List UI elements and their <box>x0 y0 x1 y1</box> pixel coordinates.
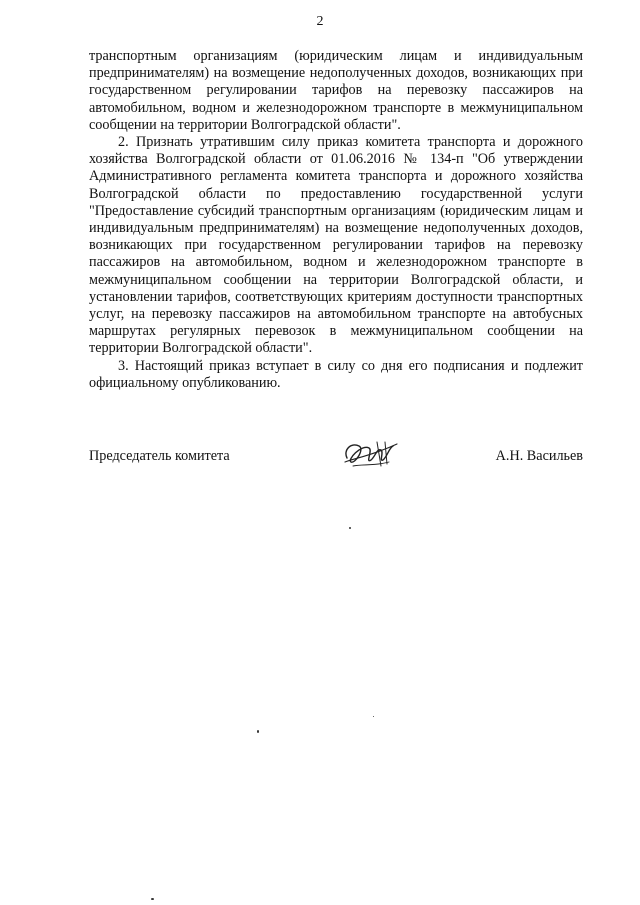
signatory-title: Председатель комитета <box>89 448 230 464</box>
paragraph-item-2: 2. Признать утратившим силу приказ комитета транспорта и дорожного хозяйства Волгоградской области от 01.06.2016 № 134-п "Об утверждении Административного регламента комитета транспорта и дорожного хозяйства Волгоградской области по предоставлению государственной услуги "Предоставление субсидий транспортным организациям (юридическим лицам и индивидуальным предпринимателям) на возмещение недополученных доходов, возникающих при государственном регулировании тарифов на перевозку пассажиров на автомобильном, водном и железнодорожном транспорте в межмуниципальном сообщении на территории Волгоградской области, и установлении тарифов, соответствующих критериям доступности транспортных услуг, на перевозку пассажиров на автомобильном транспорте на автобусных маршрутах регулярных перевозок в межмуниципальном сообщении на территории Волгоградской области". <box>89 134 583 357</box>
paragraph-continuation: транспортным организациям (юридическим лицам и индивидуальным предпринимателям) на возмещение недополученных доходов, возникающих при государственном регулировании тарифов на перевозку пассажиров на автомобильном, водном и железнодорожном транспорте в межмуниципальном сообщении на территории Волгоградской области". <box>89 48 583 133</box>
handwritten-signature <box>341 436 401 472</box>
scan-speck <box>151 898 154 900</box>
paragraph-item-3: 3. Настоящий приказ вступает в силу со дня его подписания и подлежит официальному опубликованию. <box>89 357 583 391</box>
scan-speck <box>257 730 259 733</box>
signatory-name: А.Н. Васильев <box>495 448 583 464</box>
scan-speck <box>373 716 374 717</box>
document-body <box>89 48 583 392</box>
page-number: 2 <box>316 14 324 29</box>
scan-speck <box>349 527 351 529</box>
signature-block <box>89 436 583 476</box>
